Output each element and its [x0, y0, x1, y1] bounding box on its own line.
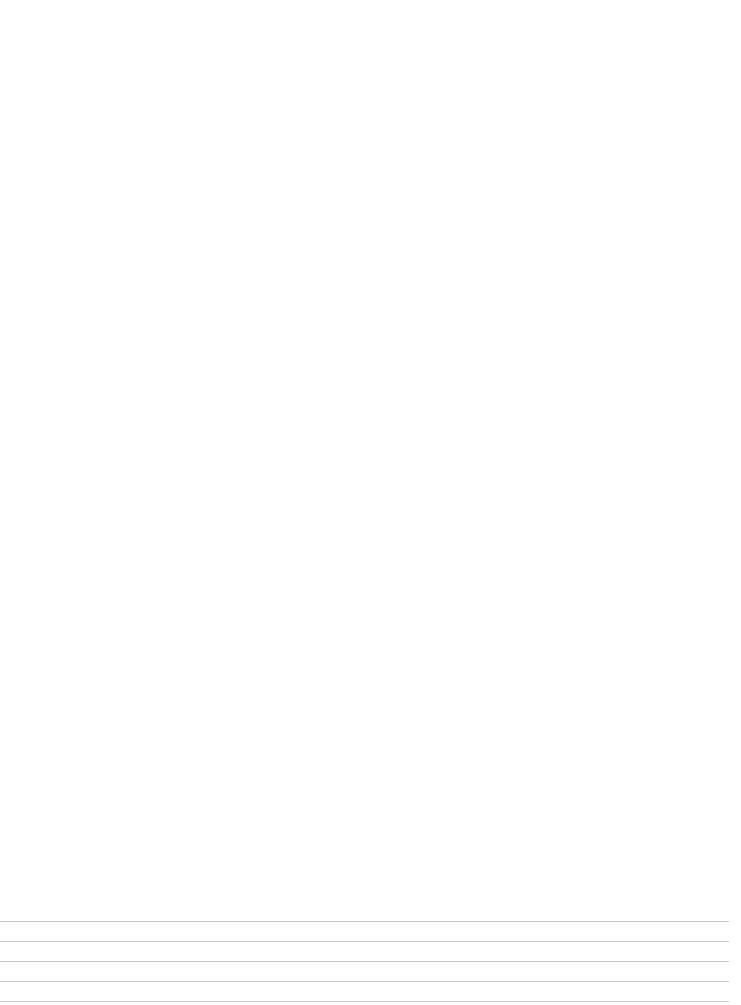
- note-line: [0, 902, 729, 922]
- note-line: [0, 942, 729, 962]
- blank-row: [0, 962, 729, 982]
- note-line: [0, 922, 729, 942]
- notes-section: [0, 902, 729, 1002]
- students-count: [0, 982, 729, 1002]
